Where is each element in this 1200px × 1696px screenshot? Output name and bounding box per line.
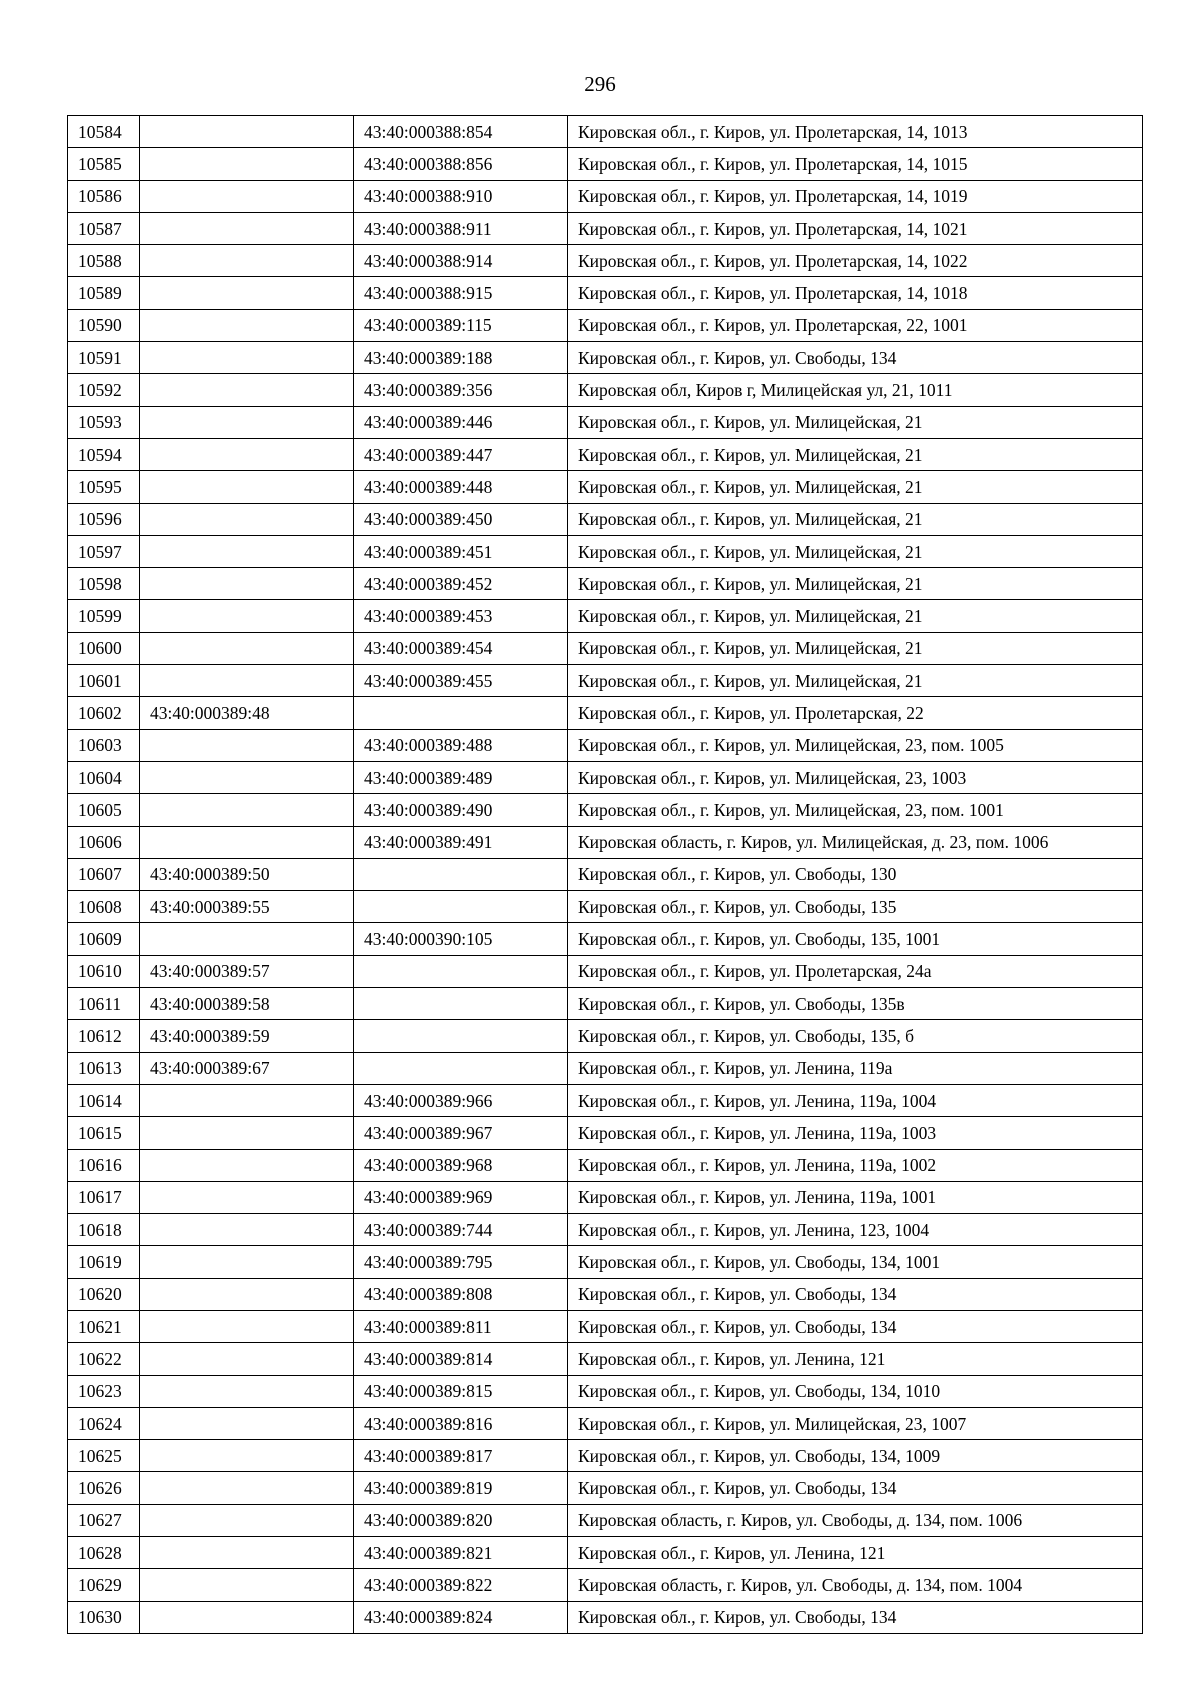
row-number-cell: 10594 [68,438,140,470]
address-cell: Кировская обл., г. Киров, ул. Свободы, 134, 1010 [568,1375,1143,1407]
land-cadastral-number-cell: 43:40:000389:58 [140,988,354,1020]
table-row [68,600,1143,632]
table-row [68,374,1143,406]
table-row [68,697,1143,729]
address-cell: Кировская обл., г. Киров, ул. Пролетарская, 22, 1001 [568,309,1143,341]
page-number: 296 [584,72,616,96]
address-cell: Кировская обл., г. Киров, ул. Свободы, 135 [568,891,1143,923]
table-row [68,1117,1143,1149]
table-row [68,438,1143,470]
address-cell: Кировская обл., г. Киров, ул. Милицейская, 23, пом. 1001 [568,794,1143,826]
address-cell: Кировская обл., г. Киров, ул. Ленина, 119а, 1004 [568,1084,1143,1116]
object-cadastral-number-cell: 43:40:000388:911 [354,212,568,244]
table-row [68,116,1143,148]
table-row [68,891,1143,923]
land-cadastral-number-cell [140,1310,354,1342]
row-number-cell: 10623 [68,1375,140,1407]
address-cell: Кировская обл., г. Киров, ул. Милицейская, 21 [568,438,1143,470]
address-cell: Кировская обл., г. Киров, ул. Милицейская, 21 [568,632,1143,664]
object-cadastral-number-cell: 43:40:000388:910 [354,180,568,212]
table-row [68,1375,1143,1407]
object-cadastral-number-cell: 43:40:000389:491 [354,826,568,858]
address-cell: Кировская обл., г. Киров, ул. Милицейская, 21 [568,568,1143,600]
row-number-cell: 10600 [68,632,140,664]
table-row [68,471,1143,503]
object-cadastral-number-cell: 43:40:000390:105 [354,923,568,955]
object-cadastral-number-cell: 43:40:000389:815 [354,1375,568,1407]
object-cadastral-number-cell: 43:40:000389:811 [354,1310,568,1342]
land-cadastral-number-cell [140,568,354,600]
row-number-cell: 10618 [68,1214,140,1246]
land-cadastral-number-cell [140,438,354,470]
table-row [68,1278,1143,1310]
object-cadastral-number-cell [354,955,568,987]
table-row [68,1149,1143,1181]
object-cadastral-number-cell: 43:40:000389:447 [354,438,568,470]
table-row [68,1246,1143,1278]
land-cadastral-number-cell [140,632,354,664]
table-row [68,148,1143,180]
object-cadastral-number-cell: 43:40:000389:455 [354,665,568,697]
row-number-cell: 10603 [68,729,140,761]
row-number-cell: 10605 [68,794,140,826]
row-number-cell: 10620 [68,1278,140,1310]
address-cell: Кировская обл., г. Киров, ул. Свободы, 130 [568,858,1143,890]
row-number-cell: 10598 [68,568,140,600]
table-row [68,1343,1143,1375]
object-cadastral-number-cell: 43:40:000389:795 [354,1246,568,1278]
row-number-cell: 10593 [68,406,140,438]
object-cadastral-number-cell [354,988,568,1020]
address-cell: Кировская обл., г. Киров, ул. Ленина, 121 [568,1537,1143,1569]
object-cadastral-number-cell: 43:40:000389:822 [354,1569,568,1601]
table-row [68,277,1143,309]
row-number-cell: 10608 [68,891,140,923]
land-cadastral-number-cell [140,471,354,503]
table-row [68,406,1143,438]
object-cadastral-number-cell: 43:40:000389:454 [354,632,568,664]
object-cadastral-number-cell: 43:40:000389:816 [354,1407,568,1439]
row-number-cell: 10604 [68,761,140,793]
object-cadastral-number-cell: 43:40:000389:452 [354,568,568,600]
land-cadastral-number-cell [140,374,354,406]
table-row [68,1407,1143,1439]
row-number-cell: 10617 [68,1181,140,1213]
land-cadastral-number-cell [140,1117,354,1149]
land-cadastral-number-cell [140,1407,354,1439]
table-row [68,1504,1143,1536]
object-cadastral-number-cell: 43:40:000389:814 [354,1343,568,1375]
row-number-cell: 10612 [68,1020,140,1052]
row-number-cell: 10607 [68,858,140,890]
address-cell: Кировская обл., г. Киров, ул. Ленина, 119а, 1003 [568,1117,1143,1149]
row-number-cell: 10610 [68,955,140,987]
row-number-cell: 10606 [68,826,140,858]
table-row [68,729,1143,761]
address-cell: Кировская обл., г. Киров, ул. Пролетарская, 14, 1015 [568,148,1143,180]
address-cell: Кировская обл., г. Киров, ул. Свободы, 134, 1001 [568,1246,1143,1278]
row-number-cell: 10615 [68,1117,140,1149]
land-cadastral-number-cell [140,1181,354,1213]
address-cell: Кировская обл., г. Киров, ул. Свободы, 134 [568,1472,1143,1504]
registry-table [67,115,1143,1634]
object-cadastral-number-cell [354,697,568,729]
row-number-cell: 10629 [68,1569,140,1601]
land-cadastral-number-cell: 43:40:000389:59 [140,1020,354,1052]
land-cadastral-number-cell [140,180,354,212]
land-cadastral-number-cell [140,212,354,244]
land-cadastral-number-cell [140,1149,354,1181]
row-number-cell: 10599 [68,600,140,632]
object-cadastral-number-cell: 43:40:000388:854 [354,116,568,148]
row-number-cell: 10625 [68,1440,140,1472]
object-cadastral-number-cell [354,891,568,923]
table-row [68,858,1143,890]
object-cadastral-number-cell: 43:40:000389:115 [354,309,568,341]
row-number-cell: 10595 [68,471,140,503]
address-cell: Кировская обл., г. Киров, ул. Пролетарская, 14, 1021 [568,212,1143,244]
object-cadastral-number-cell: 43:40:000389:821 [354,1537,568,1569]
row-number-cell: 10597 [68,535,140,567]
object-cadastral-number-cell: 43:40:000389:451 [354,535,568,567]
land-cadastral-number-cell [140,148,354,180]
object-cadastral-number-cell: 43:40:000389:450 [354,503,568,535]
land-cadastral-number-cell [140,277,354,309]
address-cell: Кировская обл., г. Киров, ул. Милицейская, 21 [568,503,1143,535]
object-cadastral-number-cell [354,1052,568,1084]
object-cadastral-number-cell: 43:40:000389:969 [354,1181,568,1213]
row-number-cell: 10602 [68,697,140,729]
table-row [68,1181,1143,1213]
land-cadastral-number-cell [140,761,354,793]
object-cadastral-number-cell: 43:40:000388:914 [354,245,568,277]
table-row [68,180,1143,212]
row-number-cell: 10611 [68,988,140,1020]
land-cadastral-number-cell [140,1601,354,1633]
land-cadastral-number-cell: 43:40:000389:67 [140,1052,354,1084]
row-number-cell: 10614 [68,1084,140,1116]
land-cadastral-number-cell [140,535,354,567]
address-cell: Кировская обл., г. Киров, ул. Пролетарская, 14, 1013 [568,116,1143,148]
row-number-cell: 10588 [68,245,140,277]
land-cadastral-number-cell [140,1537,354,1569]
table-row [68,632,1143,664]
row-number-cell: 10619 [68,1246,140,1278]
table-row [68,535,1143,567]
table-row [68,1537,1143,1569]
address-cell: Кировская обл., г. Киров, ул. Пролетарская, 22 [568,697,1143,729]
address-cell: Кировская обл., г. Киров, ул. Ленина, 119а, 1001 [568,1181,1143,1213]
table-row [68,1569,1143,1601]
table-row [68,342,1143,374]
object-cadastral-number-cell [354,1020,568,1052]
object-cadastral-number-cell: 43:40:000389:967 [354,1117,568,1149]
address-cell: Кировская обл., г. Киров, ул. Свободы, 134 [568,1601,1143,1633]
land-cadastral-number-cell [140,406,354,438]
row-number-cell: 10627 [68,1504,140,1536]
address-cell: Кировская обл., г. Киров, ул. Милицейская, 23, 1003 [568,761,1143,793]
land-cadastral-number-cell [140,1084,354,1116]
table-row [68,955,1143,987]
table-row [68,1020,1143,1052]
row-number-cell: 10584 [68,116,140,148]
address-cell: Кировская обл., г. Киров, ул. Свободы, 134, 1009 [568,1440,1143,1472]
object-cadastral-number-cell: 43:40:000389:448 [354,471,568,503]
object-cadastral-number-cell: 43:40:000389:820 [354,1504,568,1536]
object-cadastral-number-cell: 43:40:000388:856 [354,148,568,180]
land-cadastral-number-cell: 43:40:000389:57 [140,955,354,987]
address-cell: Кировская обл., г. Киров, ул. Свободы, 134 [568,342,1143,374]
address-cell: Кировская обл., г. Киров, ул. Милицейская, 21 [568,665,1143,697]
address-cell: Кировская обл., г. Киров, ул. Милицейская, 21 [568,600,1143,632]
land-cadastral-number-cell: 43:40:000389:55 [140,891,354,923]
object-cadastral-number-cell: 43:40:000389:819 [354,1472,568,1504]
address-cell: Кировская обл., г. Киров, ул. Пролетарская, 14, 1022 [568,245,1143,277]
land-cadastral-number-cell [140,309,354,341]
address-cell: Кировская обл., г. Киров, ул. Пролетарская, 24а [568,955,1143,987]
object-cadastral-number-cell: 43:40:000389:188 [354,342,568,374]
object-cadastral-number-cell: 43:40:000389:488 [354,729,568,761]
land-cadastral-number-cell [140,600,354,632]
object-cadastral-number-cell: 43:40:000389:817 [354,1440,568,1472]
land-cadastral-number-cell [140,1343,354,1375]
row-number-cell: 10587 [68,212,140,244]
address-cell: Кировская обл., г. Киров, ул. Пролетарская, 14, 1018 [568,277,1143,309]
land-cadastral-number-cell [140,245,354,277]
land-cadastral-number-cell [140,342,354,374]
land-cadastral-number-cell [140,794,354,826]
address-cell: Кировская обл, Киров г, Милицейская ул, 21, 1011 [568,374,1143,406]
table-row [68,1084,1143,1116]
object-cadastral-number-cell: 43:40:000388:915 [354,277,568,309]
row-number-cell: 10589 [68,277,140,309]
address-cell: Кировская обл., г. Киров, ул. Милицейская, 21 [568,535,1143,567]
table-row [68,1310,1143,1342]
land-cadastral-number-cell [140,826,354,858]
table-row [68,1214,1143,1246]
object-cadastral-number-cell: 43:40:000389:489 [354,761,568,793]
table-row [68,1601,1143,1633]
land-cadastral-number-cell [140,116,354,148]
object-cadastral-number-cell: 43:40:000389:824 [354,1601,568,1633]
table-row [68,1052,1143,1084]
address-cell: Кировская обл., г. Киров, ул. Ленина, 121 [568,1343,1143,1375]
table-row [68,309,1143,341]
land-cadastral-number-cell [140,1246,354,1278]
land-cadastral-number-cell [140,1472,354,1504]
land-cadastral-number-cell: 43:40:000389:50 [140,858,354,890]
object-cadastral-number-cell: 43:40:000389:490 [354,794,568,826]
table-row [68,826,1143,858]
row-number-cell: 10613 [68,1052,140,1084]
address-cell: Кировская область, г. Киров, ул. Свободы, д. 134, пом. 1006 [568,1504,1143,1536]
row-number-cell: 10621 [68,1310,140,1342]
row-number-cell: 10591 [68,342,140,374]
land-cadastral-number-cell [140,665,354,697]
address-cell: Кировская обл., г. Киров, ул. Пролетарская, 14, 1019 [568,180,1143,212]
object-cadastral-number-cell: 43:40:000389:744 [354,1214,568,1246]
address-cell: Кировская область, г. Киров, ул. Милицейская, д. 23, пом. 1006 [568,826,1143,858]
address-cell: Кировская обл., г. Киров, ул. Милицейская, 23, 1007 [568,1407,1143,1439]
row-number-cell: 10596 [68,503,140,535]
table-row [68,212,1143,244]
table-row [68,761,1143,793]
table-row [68,794,1143,826]
address-cell: Кировская обл., г. Киров, ул. Ленина, 123, 1004 [568,1214,1143,1246]
row-number-cell: 10624 [68,1407,140,1439]
land-cadastral-number-cell [140,1440,354,1472]
row-number-cell: 10626 [68,1472,140,1504]
address-cell: Кировская обл., г. Киров, ул. Милицейская, 21 [568,471,1143,503]
row-number-cell: 10609 [68,923,140,955]
table-row [68,923,1143,955]
object-cadastral-number-cell: 43:40:000389:966 [354,1084,568,1116]
row-number-cell: 10601 [68,665,140,697]
address-cell: Кировская обл., г. Киров, ул. Милицейская, 21 [568,406,1143,438]
row-number-cell: 10628 [68,1537,140,1569]
table-row [68,503,1143,535]
row-number-cell: 10630 [68,1601,140,1633]
address-cell: Кировская обл., г. Киров, ул. Ленина, 119а, 1002 [568,1149,1143,1181]
address-cell: Кировская обл., г. Киров, ул. Ленина, 119а [568,1052,1143,1084]
row-number-cell: 10592 [68,374,140,406]
land-cadastral-number-cell [140,503,354,535]
object-cadastral-number-cell: 43:40:000389:446 [354,406,568,438]
row-number-cell: 10585 [68,148,140,180]
row-number-cell: 10586 [68,180,140,212]
land-cadastral-number-cell [140,1375,354,1407]
object-cadastral-number-cell: 43:40:000389:808 [354,1278,568,1310]
table-row [68,665,1143,697]
address-cell: Кировская обл., г. Киров, ул. Милицейская, 23, пом. 1005 [568,729,1143,761]
table-row [68,1472,1143,1504]
object-cadastral-number-cell: 43:40:000389:968 [354,1149,568,1181]
row-number-cell: 10622 [68,1343,140,1375]
registry-table-body [68,116,1143,1634]
address-cell: Кировская область, г. Киров, ул. Свободы, д. 134, пом. 1004 [568,1569,1143,1601]
land-cadastral-number-cell [140,1504,354,1536]
table-row [68,568,1143,600]
object-cadastral-number-cell: 43:40:000389:356 [354,374,568,406]
object-cadastral-number-cell: 43:40:000389:453 [354,600,568,632]
address-cell: Кировская обл., г. Киров, ул. Свободы, 135в [568,988,1143,1020]
land-cadastral-number-cell [140,923,354,955]
table-row [68,245,1143,277]
table-row [68,1440,1143,1472]
land-cadastral-number-cell [140,729,354,761]
land-cadastral-number-cell: 43:40:000389:48 [140,697,354,729]
table-row [68,988,1143,1020]
row-number-cell: 10616 [68,1149,140,1181]
address-cell: Кировская обл., г. Киров, ул. Свободы, 134 [568,1278,1143,1310]
address-cell: Кировская обл., г. Киров, ул. Свободы, 134 [568,1310,1143,1342]
object-cadastral-number-cell [354,858,568,890]
land-cadastral-number-cell [140,1278,354,1310]
row-number-cell: 10590 [68,309,140,341]
address-cell: Кировская обл., г. Киров, ул. Свободы, 135, 1001 [568,923,1143,955]
address-cell: Кировская обл., г. Киров, ул. Свободы, 135, б [568,1020,1143,1052]
land-cadastral-number-cell [140,1214,354,1246]
land-cadastral-number-cell [140,1569,354,1601]
